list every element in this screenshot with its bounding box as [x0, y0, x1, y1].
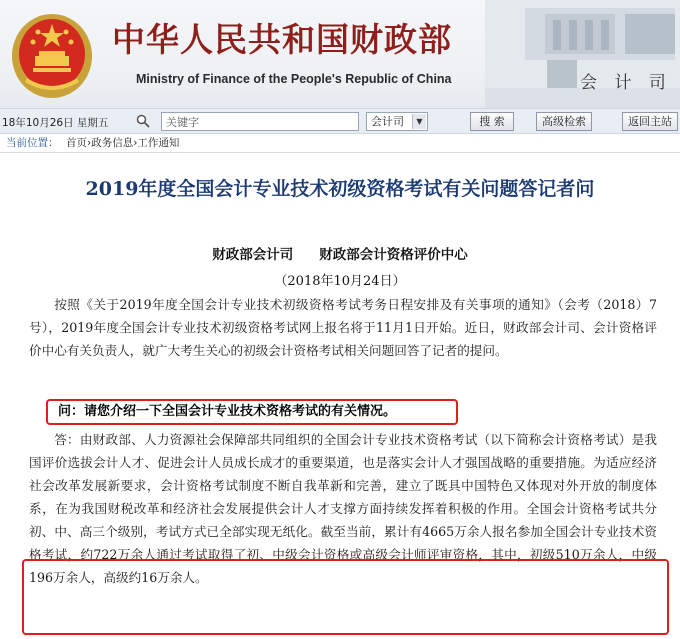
breadcrumb — [0, 135, 680, 153]
author-1: 财政部会计司 — [212, 247, 294, 263]
breadcrumb-label: 当前位置： — [6, 137, 59, 149]
search-bar — [0, 108, 680, 134]
return-home-button[interactable]: 返回主站 — [622, 112, 678, 131]
scope-selected-value: 会计司 — [371, 115, 404, 128]
site-title-en: Ministry of Finance of the People's Republic of China — [136, 72, 452, 86]
breadcrumb-path[interactable]: 首页›政务信息›工作通知 — [66, 137, 180, 149]
author-2: 财政部会计资格评价中心 — [319, 247, 468, 263]
answer-paragraph: 答：由财政部、人力资源社会保障部共同组织的全国会计专业技术资格考试（以下简称会计资格考试）是我国评价选拔会计人才、促进会计人员成长成才的重要渠道，也是落实会计人才强国战略的重要措施。为适应经济社会改革发展新要求，会计资格考试制度不断自我革新和完善，建立了既具中国特色又体现对外开放的制度体系，在为我国财税改革和经济社会发展提供会计人才支撑方面持续发挥着积极的作用。全国会计资格考试共分初、中、高三个级别，考试方式已全部实现无纸化。截至当前，累计有4665万余人报名参加全国会计专业技术资格考试，约722万余人通过考试取得了初、中级会计资格或高级会计师评审资格，其中，初级510万余人，中级196万余人，高级约16万余人。 — [29, 432, 657, 585]
scope-select[interactable] — [366, 112, 428, 131]
site-banner — [0, 0, 680, 108]
intro-paragraph: 按照《关于2019年度全国会计专业技术初级资格考试考务日程安排及有关事项的通知》（会考（2018）7号），2019年度全国会计专业技术初级资格考试网上报名将于11月1日开始。近日，财政部会计司、会计资格评价中心有关负责人，就广大考生关心的初级会计资格考试相关问题回答了记者的提问。 — [29, 297, 657, 358]
question-text: 问：请您介绍一下全国会计专业技术资格考试的有关情况。 — [58, 404, 397, 419]
chevron-down-icon: ▼ — [412, 114, 426, 129]
article-byline — [0, 243, 680, 263]
search-icon — [136, 114, 150, 128]
answer-highlight-box — [22, 559, 669, 635]
current-date: 18年10月26日 星期五 — [2, 117, 109, 129]
article-title: 2019年度全国会计专业技术初级资格考试有关问题答记者问 — [85, 178, 595, 200]
search-button[interactable]: 搜 索 — [470, 112, 514, 131]
keyword-input[interactable] — [161, 112, 359, 131]
article-date: （2018年10月24日） — [274, 274, 406, 289]
national-emblem-icon — [8, 4, 96, 100]
department-name: 会 计 司 — [580, 73, 672, 93]
advanced-search-button[interactable]: 高级检索 — [536, 112, 592, 131]
site-title-cn: 中华人民共和国财政部 — [112, 20, 452, 59]
